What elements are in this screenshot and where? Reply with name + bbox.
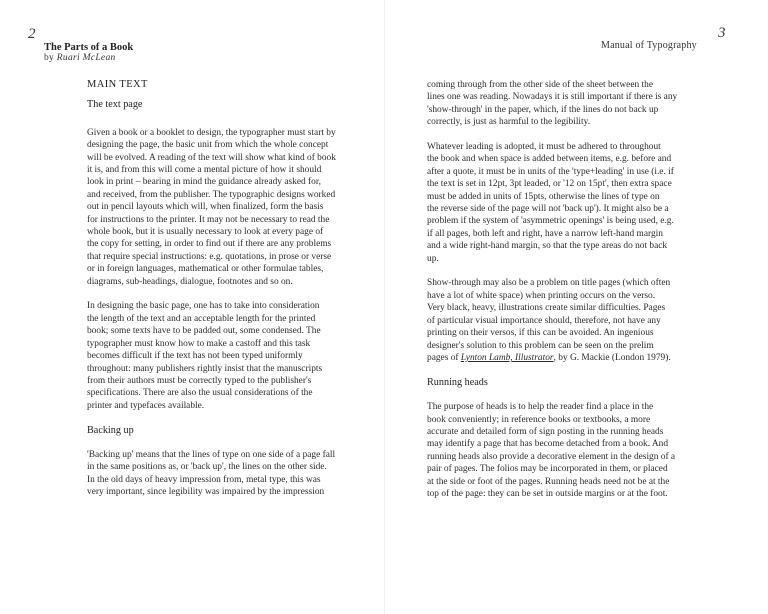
text-line: Whatever leading is adopted, it must be adhered to throughout [427,142,661,153]
text-line: or in foreign languages, mathematical or other formulae tables, [87,264,324,275]
left-page-text [87,79,362,511]
paragraph [87,449,362,499]
text-line: the copy for setting, in order to find out if there are any problems [87,239,332,250]
text-line: accurate and detailed form of sign posting in the running heads [427,426,664,437]
sub-heading-backing-up: Backing up [87,424,134,436]
text-line: pair of pages. The folios may be incorporated in them, or placed [427,464,668,475]
text-line: must be added in units of 15pts, otherwise the lines of type on [427,191,660,202]
text-fragment: pages of [427,352,461,363]
text-line: lines one was reading. Nowadays it is still important if there is any [427,92,678,103]
running-head-left [44,42,133,64]
text-line [427,352,699,364]
paragraph [87,127,362,288]
book-author [44,53,133,64]
running-head-right: Manual of Typography [601,40,697,51]
text-line: for instructions to the printer. It may not be necessary to read the [87,214,330,225]
text-line: may identify a page that has become detached from a book. And [427,439,669,450]
text-line: and a wide right-hand margin, so that the type areas do not back [427,241,668,252]
text-line: book conveniently; in reference books or textbooks, a more [427,414,651,425]
text-line: diagrams, sub-headings, dialogue, footnotes and so on. [87,276,293,287]
text-line: the book and when space is added between items, e.g. before and [427,154,672,165]
paragraph [87,300,362,412]
text-line: in the same positions as, or 'back up', the lines on the other side. [87,462,327,473]
text-line: The purpose of heads is to help the reader find a place in the [427,402,654,413]
paragraph [427,277,699,364]
paragraph [427,401,699,500]
text-fragment: , by G. Mackie (London 1979). [553,352,671,363]
text-line: designer's solution to this problem can be seen on the prelim [427,340,654,351]
text-line: top of the page: they can be set in outside margins or at the foot. [427,488,668,499]
page-number-right: 3 [718,25,726,41]
text-line: throughout: many publishers rightly insist that the manuscripts [87,363,323,374]
text-line: Very black, heavy, illustrations create similar difficulties. Pages [427,303,666,314]
text-line: 'Backing up' means that the lines of type on one side of a page fall [87,449,336,460]
text-line: 'show-through' in the paper, which, if the lines do not back up [427,104,659,115]
text-line: have a lot of white space) when printing occurs on the verso. [427,290,656,301]
paragraph [427,141,699,265]
paragraph [427,79,699,129]
text-line: at the side or foot of the pages. Running heads need not be at the [427,476,670,487]
text-line: it is, and from this will come a mental picture of how it should [87,165,322,176]
text-line: and received, from the publisher. The typographic designs worked [87,189,336,200]
sub-heading-text-page: The text page [87,99,143,111]
text-line: printer and typefaces available. [87,400,205,411]
text-line: specifications. There are also the usual considerations of the [87,388,313,399]
text-line: up. [427,253,439,264]
gutter [384,0,385,614]
text-line: look in print – bearing in mind the guidance already asked for, [87,177,321,188]
text-line: that require special instructions: e.g. quotations, in prose or verse [87,251,332,262]
author-prefix: by [44,53,55,63]
text-line: designing the page, the basic unit from which the whole concept [87,140,329,151]
author-name: Ruari McLean [56,53,116,63]
text-line: running heads also provide a decorative element in the design of a [427,451,676,462]
text-line: typographer must know how to make a castoff and this task [87,338,311,349]
text-line: Show-through may also be a problem on title pages (which often [427,278,671,289]
text-line: after a quote, it must be in units of the 'type+leading' in use (i.e. if [427,166,674,177]
text-line: from their authors must be correctly typed to the publisher's [87,375,312,386]
text-line: In designing the basic page, one has to take into consideration [87,301,320,312]
text-line: problem if the system of 'asymmetric openings' is being used, e.g. [427,216,674,227]
text-line: out in pencil layouts which will, when finalized, form the basis [87,202,324,213]
section-heading-main-text: MAIN TEXT [87,79,148,90]
text-line: becomes difficult if the text has not been typed uniformly [87,351,303,362]
page-number-left: 2 [28,26,36,42]
text-line: whole book, but it is usually necessary to look at every page of [87,227,324,238]
text-line: the length of the text and an acceptable length for the printed [87,313,316,324]
text-line: printing on their versos, if this can be avoided. An ingenious [427,328,654,339]
book-title-reference: Lynton Lamb, Illustrator [460,352,554,363]
text-line: very important, since legibility was impaired by the impression [87,487,325,498]
text-line: Given a book or a booklet to design, the typographer must start by [87,127,336,138]
text-line: of particular visual importance should, therefore, not have any [427,315,661,326]
text-line: the reverse side of the page will not 'back up'). It might also be a [427,204,669,215]
book-title: The Parts of a Book [44,42,134,53]
text-line: correctly, is just as harmful to the legibility. [427,117,591,128]
text-line: the text is set in 12pt, 3pt leaded, or '12 on 15pt', then extra space [427,179,672,190]
text-line: coming through from the other side of the sheet between the [427,80,653,90]
text-line: will be evolved. A reading of the text will show what kind of book [87,152,336,163]
text-line: book; some texts have to be padded out, some condensed. The [87,326,321,337]
sub-heading-running-heads: Running heads [427,376,488,388]
right-page-text [427,79,699,513]
text-line: if all pages, both left and right, have a narrow left-hand margin [427,228,663,239]
text-line: In the old days of heavy impression from, metal type, this was [87,474,321,485]
